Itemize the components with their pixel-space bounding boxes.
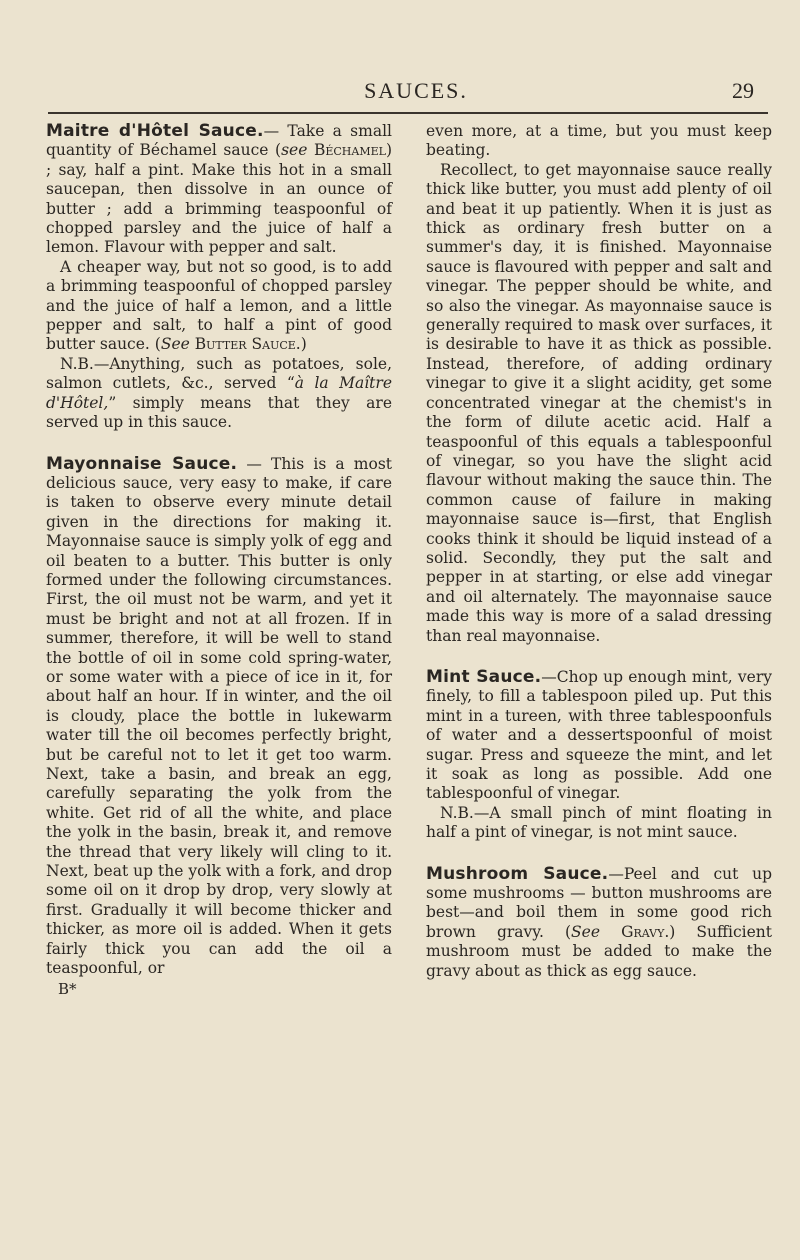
mayonnaise-paragraph-1: Mayonnaise Sauce. — This is a most delicious sauce, very easy to make, if care is taken to observe every minute detail given in the directions for making it. Mayonnaise sauce is simply yolk of egg and oil beaten to a butter. This butter is only formed under the following circumstances. First, the oil must not be warm, and yet it must be bright and not at all frozen. If in summer, therefore, it will be well to stand the bottle of oil in some cold spring-water, or some water with a piece of ice in it, for about half an hour. If in winter, and the oil is cloudy, place the bottle in lukewarm water till the oil becomes perfectly bright, but be careful not to let it get too warm. Next, take a basin, and break an egg, carefully separating the yolk from the white. Get rid of all the white, and place the yolk in the basin, break it, and remove the thread that very likely will cling to it. Next, beat up the yolk with a fork, and drop some oil on it drop by drop, very slowly at first. Gradually it will become thicker and thicker, as more oil is added. When it gets fairly thick you can add the oil a teaspoonful, or [46,453,393,978]
running-header [60,78,772,108]
maitre-paragraph-1: Maitre d'Hôtel Sauce.— Take a small quantity of Béchamel sauce (see Béchamel) ; say, half a pint. Make this hot in a small saucepan, then dissolve in an ounce of butter ; add a brimming teaspoonful of chopped parsley and the juice of half a lemon. Flavour with pepper and salt. [46,121,392,257]
cross-reference: Gravy. [621,922,670,941]
mushroom-heading: Mushroom Sauce. [426,863,609,884]
mayonnaise-heading: Mayonnaise Sauce. [46,453,238,474]
signature-mark: B* [58,980,77,999]
cross-reference: Béchamel [313,141,386,160]
maitre-note: N.B.—Anything, such as potatoes, sole, salmon cutlets, &c., served “à la Maître d'Hôtel,” simply means that they are served up in this sauce. [46,354,392,432]
page-number: 29 [732,78,754,103]
mint-paragraph-1: Mint Sauce.—Chop up enough mint, very finely, to fill a tablespoon piled up. Put this mint in a tureen, with three tablespoonfuls of water and a dessertspoonful of moist sugar. Press and squeeze the mint, and let it soak as long as possible. Add one tablespoonful of vinegar. [426,666,772,803]
maitre-heading: Maitre d'Hôtel Sauce. [46,121,264,141]
mint-note: N.B.—A small pinch of mint floating in half a pint of vinegar, is not mint sauce. [426,803,772,842]
cross-reference: Butter Sauce. [194,335,301,354]
mint-heading: Mint Sauce. [426,666,542,687]
left-column [46,122,392,1000]
running-title: SAUCES. [364,78,468,103]
mayonnaise-paragraph-2: Recollect, to get mayonnaise sauce really thick like butter, you must add plenty of oil and beat it up patiently. When it is just as thick as ordinary fresh butter on a summer's day, it is finished. Mayonnaise sauce is flavoured with pepper and salt and vinegar. The pepper should be white, and so also the vinegar. As mayonnaise sauce is generally required to mask over surfaces, it is desirable to have it as thick as possible. Instead, therefore, of adding ordinary vinegar to give it a slight acidity, get some concentrated vinegar at the chemist's in the form of dilute acetic acid. Half a teaspoonful of this equals a tablespoonful of vinegar, so you have the slight acid flavour without making the sauce thin. The common cause of failure in making mayonnaise sauce is—first, that English cooks think it should be liquid instead of a solid. Secondly, they put the salt and pepper in at starting, or else add vinegar and oil alternately. The mayonnaise sauce made this way is more of a salad dressing than real mayonnaise. [426,160,772,645]
maitre-paragraph-2: A cheaper way, but not so good, is to add a brimming teaspoonful of chopped parsley and the juice of half a lemon, and a little pepper and salt, to half a pint of good butter sauce. (See Butter Sauce.) [46,257,392,354]
header-rule [48,112,768,114]
mayonnaise-continued: even more, at a time, but you must keep beating. [426,122,772,160]
mushroom-paragraph-1: Mushroom Sauce.—Peel and cut up some mushrooms — button mushrooms are best—and boil them in some good rich brown gravy. (See Gravy.) Sufficient mushroom must be added to make the gravy about as thick as egg sauce. [426,863,772,980]
right-column [426,122,772,981]
